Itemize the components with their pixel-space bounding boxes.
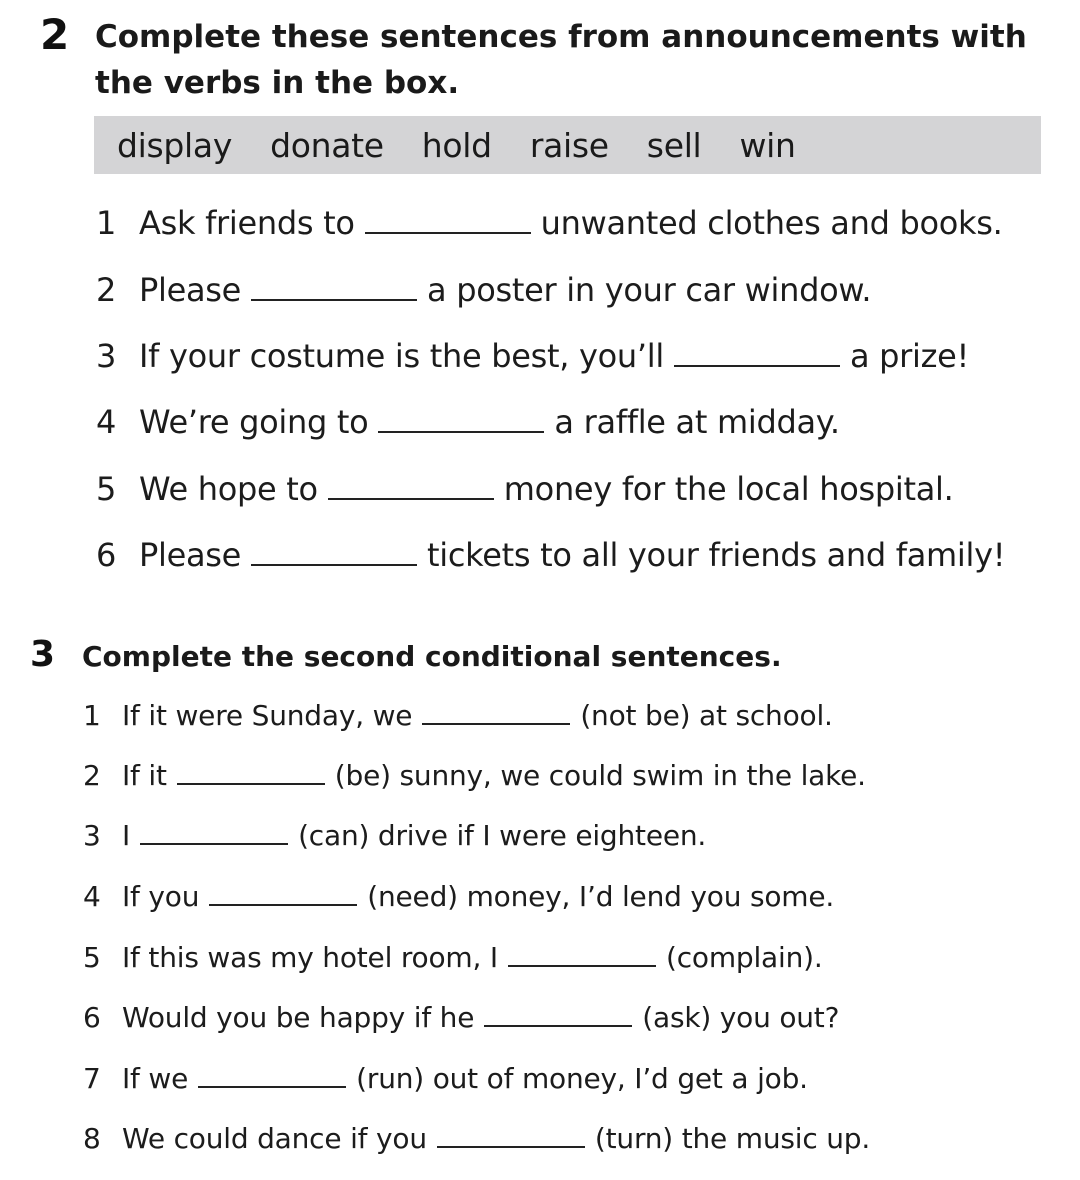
item-text-before: We could dance if you xyxy=(122,1122,427,1155)
item-text-after: (turn) the music up. xyxy=(594,1122,871,1155)
exercise-2-instruction: Complete these sentences from announcements with the verbs in the box. xyxy=(95,19,1027,101)
word-box-item: display xyxy=(117,125,233,165)
word-box-item: raise xyxy=(529,125,609,165)
answer-blank[interactable] xyxy=(209,900,357,906)
item-number: 3 xyxy=(96,337,117,375)
exercise-2-number: 2 xyxy=(40,10,70,59)
answer-blank[interactable] xyxy=(674,361,840,367)
item-text-before: I xyxy=(122,819,131,852)
word-box-item: hold xyxy=(421,125,492,165)
item-text-after: (run) out of money, I’d get a job. xyxy=(356,1062,808,1095)
item-text-before: If this was my hotel room, I xyxy=(122,941,498,974)
item-text-after: a raffle at midday. xyxy=(554,403,840,441)
answer-blank[interactable] xyxy=(508,961,656,967)
word-box-item: sell xyxy=(646,125,702,165)
answer-blank[interactable] xyxy=(251,295,417,301)
answer-blank[interactable] xyxy=(140,839,288,845)
item-number: 2 xyxy=(96,271,117,309)
answer-blank[interactable] xyxy=(422,719,570,725)
exercise-3-item xyxy=(83,941,823,974)
item-text-after: money for the local hospital. xyxy=(503,470,954,508)
item-text-after: (not be) at school. xyxy=(580,699,833,732)
answer-blank[interactable] xyxy=(365,228,531,234)
exercise-3-item xyxy=(83,880,834,913)
item-text-before: If you xyxy=(122,880,200,913)
item-text-before: If we xyxy=(122,1062,189,1095)
item-number: 8 xyxy=(83,1122,101,1155)
item-text-before: Ask friends to xyxy=(139,204,355,242)
word-box-item: donate xyxy=(270,125,384,165)
exercise-3-instruction: Complete the second conditional sentences. xyxy=(82,640,782,673)
item-text-before: Please xyxy=(139,536,242,574)
item-text-after: a poster in your car window. xyxy=(427,271,872,309)
item-number: 6 xyxy=(96,536,117,574)
exercise-3-item xyxy=(83,819,706,852)
item-number: 1 xyxy=(96,204,117,242)
item-text-after: (need) money, I’d lend you some. xyxy=(367,880,835,913)
item-number: 5 xyxy=(83,941,101,974)
item-text-after: (complain). xyxy=(665,941,823,974)
item-number: 1 xyxy=(83,699,101,732)
item-text-after: (can) drive if I were eighteen. xyxy=(298,819,707,852)
word-box xyxy=(94,116,1041,174)
exercise-2-item xyxy=(96,204,1003,242)
item-text-before: We’re going to xyxy=(139,403,369,441)
item-number: 7 xyxy=(83,1062,101,1095)
item-text-before: If it xyxy=(122,759,167,792)
exercise-2-item xyxy=(96,536,1005,574)
exercise-3-item xyxy=(83,759,866,792)
exercise-2-item xyxy=(96,403,840,441)
item-number: 6 xyxy=(83,1001,101,1034)
answer-blank[interactable] xyxy=(177,779,325,785)
item-text-after: (ask) you out? xyxy=(642,1001,840,1034)
item-number: 2 xyxy=(83,759,101,792)
item-text-after: (be) sunny, we could swim in the lake. xyxy=(334,759,866,792)
exercise-2-item xyxy=(96,470,953,508)
answer-blank[interactable] xyxy=(437,1142,585,1148)
exercise-2-item xyxy=(96,271,871,309)
item-text-after: a prize! xyxy=(849,337,970,375)
item-number: 5 xyxy=(96,470,117,508)
exercise-2-item xyxy=(96,337,969,375)
exercise-3-number: 3 xyxy=(30,634,56,675)
exercise-3-item xyxy=(83,1001,839,1034)
item-text-before: We hope to xyxy=(139,470,318,508)
item-text-before: Please xyxy=(139,271,242,309)
answer-blank[interactable] xyxy=(328,494,494,500)
item-number: 3 xyxy=(83,819,101,852)
answer-blank[interactable] xyxy=(198,1082,346,1088)
item-number: 4 xyxy=(96,403,117,441)
answer-blank[interactable] xyxy=(251,560,417,566)
item-text-before: Would you be happy if he xyxy=(122,1001,475,1034)
exercise-3-item xyxy=(83,1062,808,1095)
exercise-3-item xyxy=(83,699,833,732)
answer-blank[interactable] xyxy=(484,1021,632,1027)
item-text-after: tickets to all your friends and family! xyxy=(427,536,1006,574)
item-text-before: If it were Sunday, we xyxy=(122,699,413,732)
answer-blank[interactable] xyxy=(378,427,544,433)
exercise-3-item xyxy=(83,1122,870,1155)
item-number: 4 xyxy=(83,880,101,913)
item-text-before: If your costume is the best, you’ll xyxy=(139,337,664,375)
word-box-item: win xyxy=(739,125,796,165)
item-text-after: unwanted clothes and books. xyxy=(540,204,1003,242)
